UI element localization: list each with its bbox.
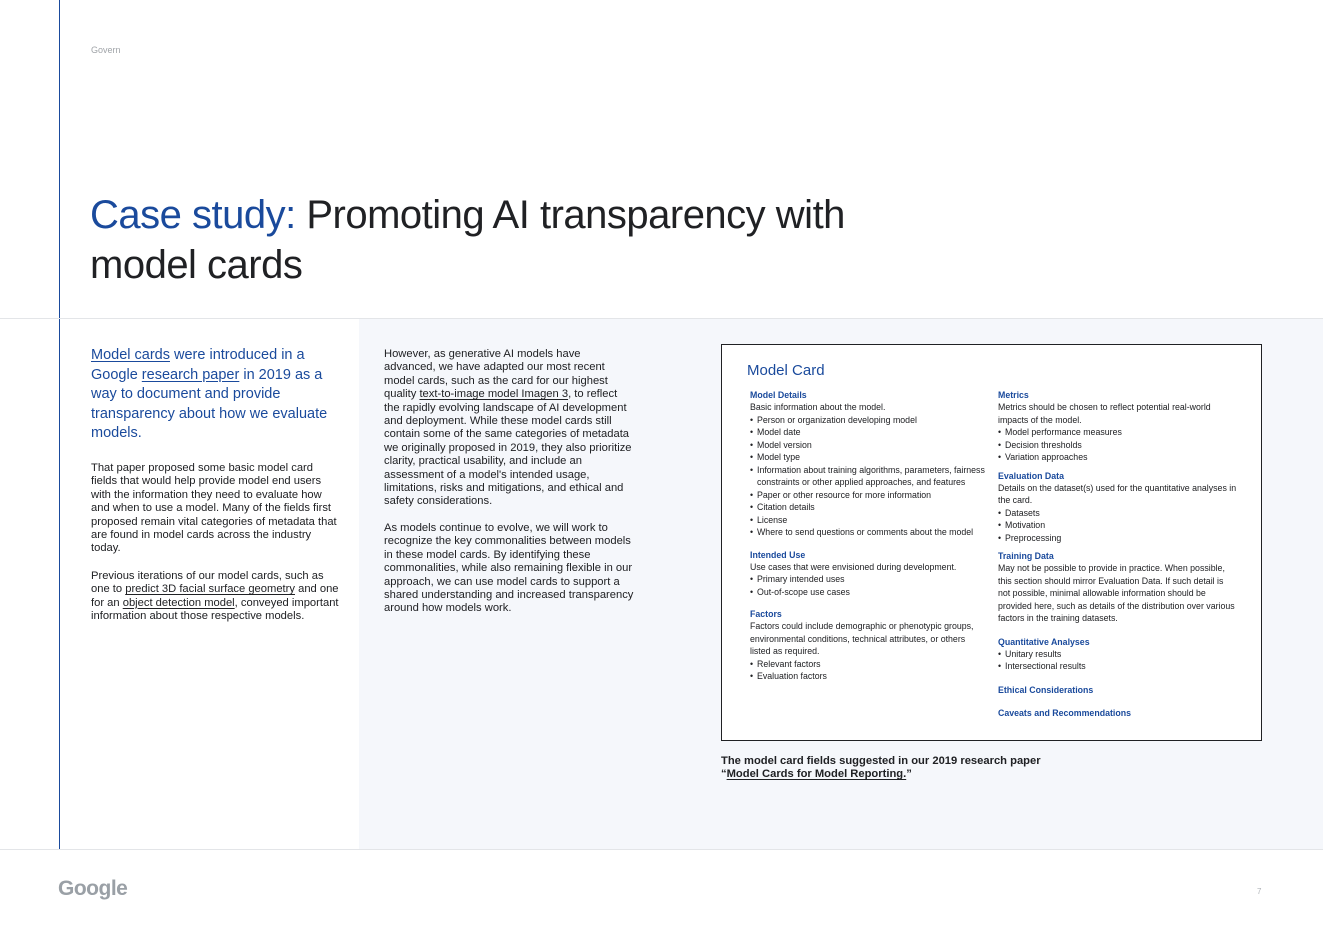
col2-p1-text-b: , to reflect the rapidly evolving landscape of AI development and deployment. While these model cards still contain some of the same categories of metadata we originally proposed in 2019, they also prioritize clarity, practical usability, and include an assessment of a model's intended usage, limitations, risks and mitigations, and ethical and safety considerations. [384,388,632,508]
title-accent: Case study: [90,193,296,237]
list-item: • Variation approaches [998,451,1238,464]
list-item: • Model version [750,439,986,452]
figure-caption [721,755,1081,782]
col1-paragraph-2 [91,570,341,624]
model-card-section-heading: Quantitative Analyses [998,636,1090,647]
caption-open-quote: “ [721,768,727,781]
list-item: • Person or organization developing model [750,414,986,427]
list-item: • Primary intended uses [750,573,986,586]
model-card-section [750,389,986,539]
model-card-section [998,636,1238,673]
col1-p2-text-c: , conveyed important information about those respective models. [91,596,339,623]
col2-paragraph-1 [384,348,634,509]
model-card-section-description: Metrics should be chosen to reflect potential real-world impacts of the model. [998,402,1211,425]
model-card-section [750,608,986,683]
model-card-field-list [750,414,986,539]
model-card-section-heading: Factors [750,609,782,619]
model-card-right-column [998,389,1238,719]
col1-paragraph-1: That paper proposed some basic model card fields that would help provide model end users with the information they need to evaluate how and when to use a model. Many of the fields first proposed remain vital categories of metadata that are found in model cards across the industry today. [91,462,337,555]
model-card-section-description: Factors could include demographic or phenotypic groups, environmental conditions, technical attributes, or others listed as required. [750,621,974,656]
list-item: • Intersectional results [998,660,1238,673]
model-card-section-description: Use cases that were envisioned during development. [750,561,957,572]
model-card-field-list [750,573,986,598]
model-card-section [998,707,1238,719]
model-card-section-heading: Model Details [750,390,807,400]
model-card-section-heading: Metrics [998,390,1029,400]
list-item: • Model performance measures [998,426,1238,439]
list-item: • Model date [750,426,986,439]
model-card-section-description: May not be possible to provide in practice. When possible, this section should mirror Evaluation Data. If such detail is not possible, minimal allowable information should be provided here, such as details of the distribution over various factors in the training datasets. [998,563,1235,623]
model-card-section [998,550,1238,625]
list-item: • Citation details [750,501,986,514]
model-card-section-heading: Caveats and Recommendations [998,707,1131,718]
list-item: • Datasets [998,507,1238,520]
page-number: 7 [1257,887,1262,896]
caption-line-2 [721,768,1081,781]
lead-text-1: were introduced in a Google [91,347,305,383]
model-card-section-heading: Evaluation Data [998,470,1064,481]
model-card-section-heading: Intended Use [750,549,806,560]
list-item: • Paper or other resource for more information [750,489,986,502]
model-card-section [998,470,1238,545]
list-item: • Model type [750,451,986,464]
list-item: • Evaluation factors [750,670,986,683]
google-logo: Google [58,877,128,900]
list-item: • Unitary results [998,648,1238,661]
list-item: • Decision thresholds [998,439,1238,452]
col2-p1-text-a: However, as generative AI models have advanced, we have adapted our most recent model cards, such as the card for our highest quality [384,348,608,401]
model-card-section-heading: Training Data [998,551,1054,561]
lead-paragraph [91,346,336,444]
caption-line-1: The model card fields suggested in our 2019 research paper [721,755,1041,767]
model-card-section [998,389,1238,464]
middle-column [384,348,634,616]
object-detection-link[interactable]: object detection model [122,596,235,609]
list-item: • Where to send questions or comments about the model [750,526,986,539]
list-item: • Out-of-scope use cases [750,586,986,599]
model-card-figure [721,344,1262,741]
model-card-section-description: Details on the dataset(s) used for the quantitative analyses in the card. [998,482,1237,505]
list-item: • Information about training algorithms, parameters, fairness constraints or other applied approaches, and features [750,464,986,489]
model-card-field-list [750,658,986,683]
page-title [90,190,850,290]
section-label: Govern [91,45,121,55]
list-item: • License [750,514,986,527]
list-item: • Relevant factors [750,658,986,671]
caption-close-quote: ” [906,768,912,781]
model-cards-paper-link[interactable]: Model Cards for Model Reporting. [726,768,907,781]
col1-p2-text-a: Previous iterations of our model cards, such as one to [91,569,324,596]
col2-paragraph-2: As models continue to evolve, we will work to recognize the key commonalities between models in these model cards. By identifying these commonalities, while also remaining flexible in our approach, we can use model cards to support a shared understanding and increased transparency around how models work. [384,521,634,615]
imagen-3-link[interactable]: text-to-image model Imagen 3 [419,388,569,401]
facial-geometry-link[interactable]: predict 3D facial surface geometry [125,583,295,596]
left-column [91,462,341,623]
model-card-title: Model Card [747,362,825,379]
model-card-field-list [998,648,1238,673]
research-paper-link[interactable]: research paper [141,366,240,383]
model-card-left-column [750,389,986,683]
model-cards-link[interactable]: Model cards [91,347,170,363]
model-card-field-list [998,507,1238,545]
lead-text-2: in 2019 as a way to document and provide transparency about how we evaluate models. [91,366,328,441]
model-card-section [750,549,986,599]
title-rest: Promoting AI transparency with model cards [90,193,845,287]
model-card-section-description: Basic information about the model. [750,402,886,412]
model-card-section [998,684,1238,696]
list-item: • Motivation [998,519,1238,532]
left-vertical-rule [59,0,60,849]
list-item: • Preprocessing [998,532,1238,545]
bottom-divider [0,849,1323,850]
model-card-field-list [998,426,1238,464]
model-card-section-heading: Ethical Considerations [998,684,1094,695]
col1-p2-text-b: and one for an [91,583,339,609]
